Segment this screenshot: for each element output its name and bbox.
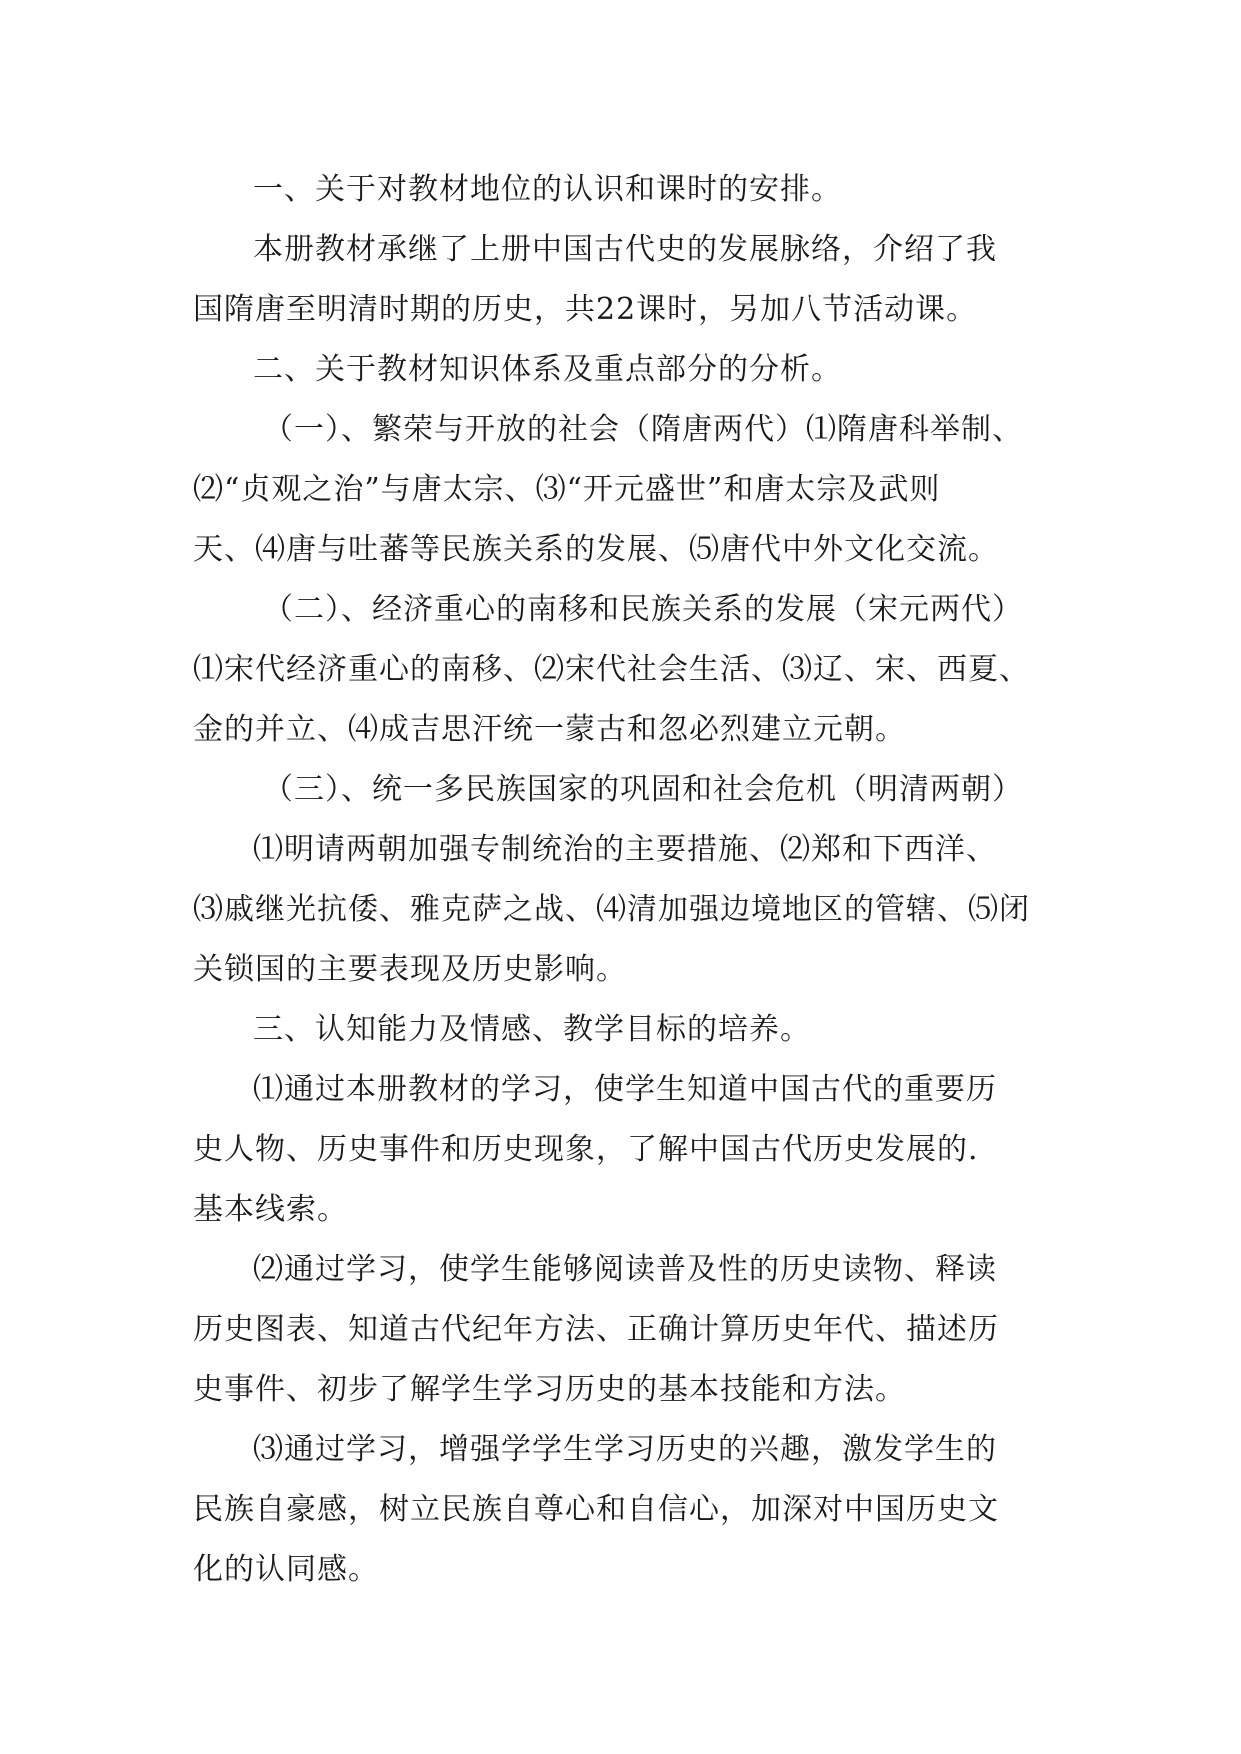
subsection-heading-1: （一）、繁荣与开放的社会（隋唐两代）⑴隋唐科举制、 bbox=[263, 412, 1023, 447]
text-line: 史人物、历史事件和历史现象，了解中国古代历史发展的. bbox=[193, 1132, 979, 1167]
text-line: ⑶通过学习，增强学学生学习历史的兴趣，激发学生的 bbox=[253, 1432, 997, 1467]
text-line: 化的认同感。 bbox=[193, 1552, 379, 1587]
section-heading-2: 二、关于教材知识体系及重点部分的分析。 bbox=[253, 352, 842, 387]
document-body bbox=[193, 160, 1063, 1600]
text-line: 史事件、初步了解学生学习历史的基本技能和方法。 bbox=[193, 1372, 906, 1407]
section-heading-3: 三、认知能力及情感、教学目标的培养。 bbox=[253, 1012, 811, 1047]
text-line: 历史图表、知道古代纪年方法、正确计算历史年代、描述历 bbox=[193, 1312, 999, 1347]
subsection-heading-2: （二）、经济重心的南移和民族关系的发展（宋元两代） bbox=[263, 592, 1023, 627]
text-line: 本册教材承继了上册中国古代史的发展脉络，介绍了我 bbox=[253, 232, 997, 267]
text-line: 国隋唐至明清时期的历史，共22课时，另加八节活动课。 bbox=[193, 292, 978, 327]
text-line: 基本线索。 bbox=[193, 1192, 348, 1227]
text-line: ⑵通过学习，使学生能够阅读普及性的历史读物、释读 bbox=[253, 1252, 997, 1287]
text-line: ⑶戚继光抗倭、雅克萨之战、⑷清加强边境地区的管辖、⑸闭 bbox=[193, 892, 1030, 927]
text-line: ⑴宋代经济重心的南移、⑵宋代社会生活、⑶辽、宋、西夏、 bbox=[193, 652, 1030, 687]
text-line: 金的并立、⑷成吉思汗统一蒙古和忽必烈建立元朝。 bbox=[193, 712, 906, 747]
text-line: ⑵“贞观之治”与唐太宗、⑶“开元盛世”和唐太宗及武则 bbox=[193, 472, 941, 507]
subsection-heading-3: （三）、统一多民族国家的巩固和社会危机（明清两朝） bbox=[263, 772, 1023, 807]
text-line: 关锁国的主要表现及历史影响。 bbox=[193, 952, 627, 987]
text-line: ⑴明请两朝加强专制统治的主要措施、⑵郑和下西洋、 bbox=[253, 832, 997, 867]
text-line: 天、⑷唐与吐蕃等民族关系的发展、⑸唐代中外文化交流。 bbox=[193, 532, 999, 567]
text-line: 民族自豪感，树立民族自尊心和自信心，加深对中国历史文 bbox=[193, 1492, 999, 1527]
section-heading-1: 一、关于对教材地位的认识和课时的安排。 bbox=[253, 172, 842, 207]
text-line: ⑴通过本册教材的学习，使学生知道中国古代的重要历 bbox=[253, 1072, 997, 1107]
